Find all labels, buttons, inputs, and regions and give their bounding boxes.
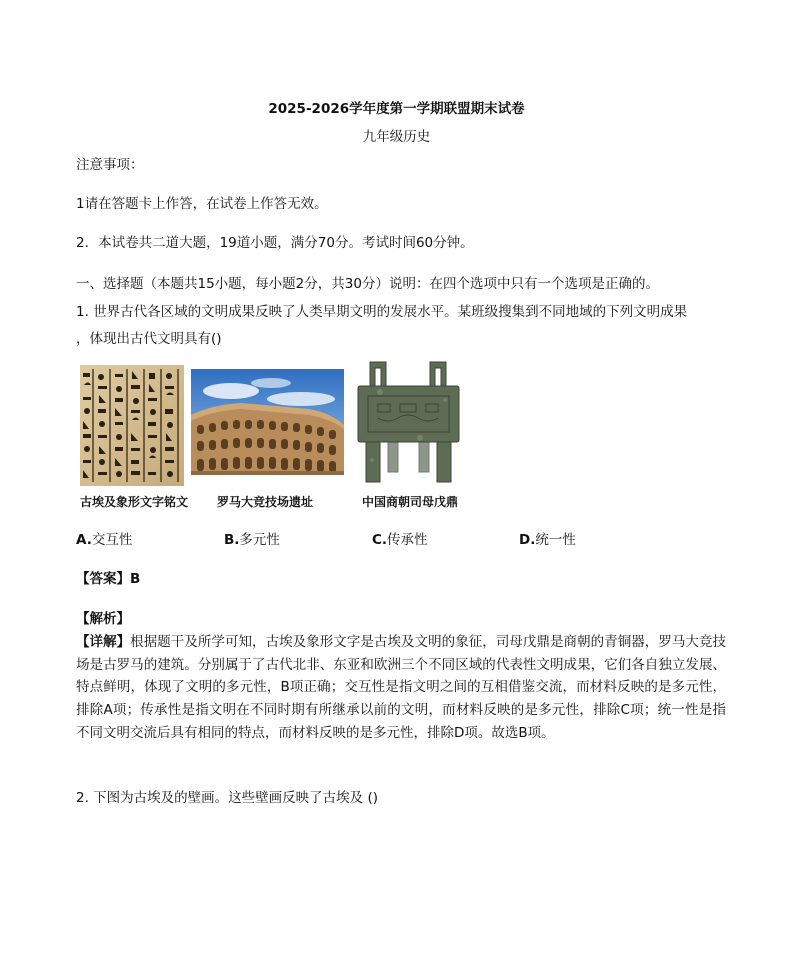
exam-title: 2025-2026学年度第一学期联盟期末试卷 <box>268 101 525 117</box>
section-heading: 一、选择题（本题共15小题，每小题2分，共30分）说明：在四个选项中只有一个选项是正确的。 <box>76 276 659 292</box>
analysis-label: 【解析】 <box>76 611 130 627</box>
option-a-text: 交互性 <box>91 532 133 548</box>
bronze-ding-image <box>350 360 467 488</box>
hieroglyph-caption: 古埃及象形文字铭文 <box>80 495 189 509</box>
option-b-text: 多元性 <box>239 532 280 548</box>
option-d[interactable] <box>519 528 576 548</box>
option-b-key: B. <box>224 532 240 548</box>
option-d-text: 统一性 <box>535 532 576 548</box>
notice-item-1: 1请在答题卡上作答，在试卷上作答无效。 <box>76 196 328 212</box>
question-1-stem-line-2: ，体现出古代文明具有() <box>76 331 222 347</box>
answer-value: B <box>130 571 141 587</box>
colosseum-image <box>191 369 344 475</box>
option-c-text: 传承性 <box>387 532 428 548</box>
option-c-key: C. <box>372 532 388 548</box>
option-b[interactable] <box>224 528 280 548</box>
detail-label: 【详解】 <box>76 634 131 650</box>
option-c[interactable] <box>372 528 428 548</box>
option-a[interactable] <box>76 528 132 548</box>
notice-item-2: 2．本试卷共二道大题，19道小题，满分70分。考试时间60分钟。 <box>76 235 474 251</box>
exam-subject: 九年级历史 <box>362 129 431 145</box>
bronze-ding-caption: 中国商朝司母戊鼎 <box>362 495 459 509</box>
answer-line <box>76 567 140 587</box>
answer-label: 【答案】 <box>76 571 130 587</box>
analysis-detail <box>76 631 726 745</box>
colosseum-caption: 罗马大竞技场遗址 <box>217 495 314 509</box>
question-1-stem-line-1: 1. 世界古代各区域的文明成果反映了人类早期文明的发展水平。某班级搜集到不同地域的下列文明成果 <box>76 304 688 320</box>
detail-text: 根据题干及所学可知，古埃及象形文字是古埃及文明的象征，司母戊鼎是商朝的青铜器，罗马大竞技场是古罗马的建筑。分别属于了古代北非、东亚和欧洲三个不同区域的代表性文明成果，它们各自独立发展、特点鲜明，体现了文明的多元性，B项正确；交互性是指文明之间的互相借鉴交流，而材料反映的是多元性，排除A项；传承性是指文明在不同时期有所继承以前的文明，而材料反映的是多元性，排除C项；统一性是指不同文明交流后具有相同的特点，而材料反映的是多元性，排除D项。故选B项。 <box>76 634 727 741</box>
option-a-key: A. <box>76 532 92 548</box>
notice-heading: 注意事项： <box>76 157 144 173</box>
hieroglyph-image <box>80 365 184 486</box>
question-2-stem: 2. 下图为古埃及的壁画。这些壁画反映了古埃及 () <box>76 790 378 806</box>
option-d-key: D. <box>519 532 536 548</box>
